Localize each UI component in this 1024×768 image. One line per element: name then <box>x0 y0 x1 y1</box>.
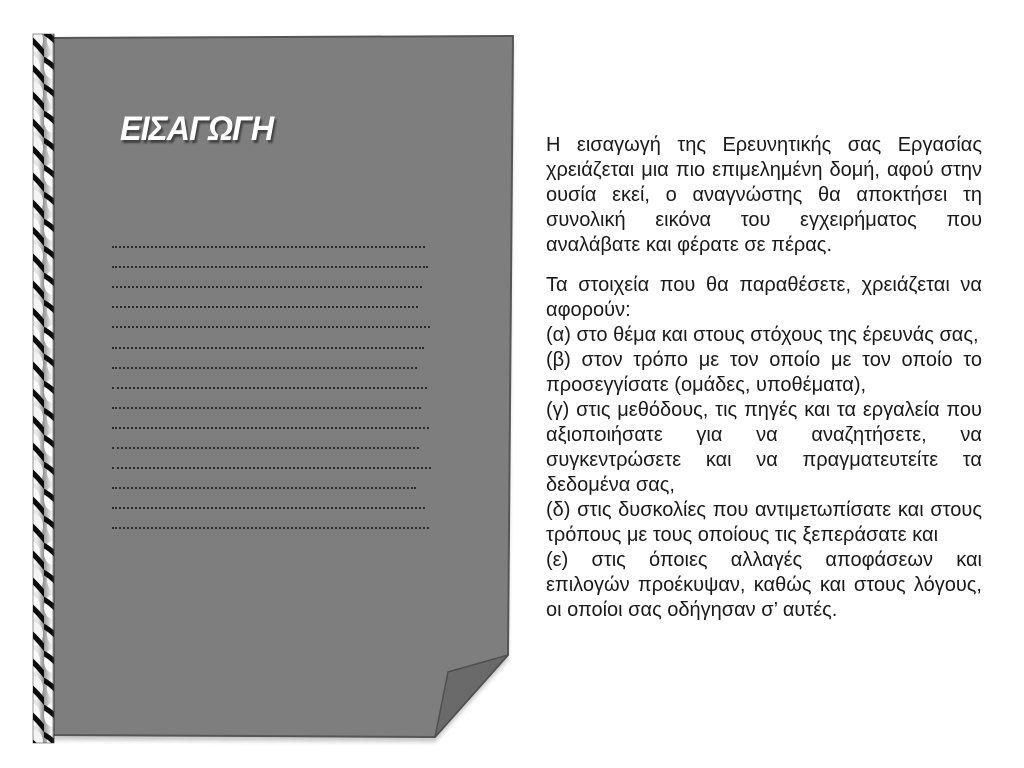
paragraph-intro: Η εισαγωγή της Ερευνητικής σας Εργασίας χρειάζεται μια πιο επιμελημένη δομή, αφού στην ουσία εκεί, ο αναγνώστης θα αποκτήσει τη συνολική εικόνα του εγχειρήματος που αναλάβατε και φέρατε σε πέρας. <box>546 134 982 256</box>
dotted-line <box>112 349 417 369</box>
list-item-beta: (β) στον τρόπο με τον οποίο με τον οποίο το προσεγγίσατε (ομάδες, υποθέματα), <box>546 349 982 396</box>
spiral-binding <box>33 34 54 743</box>
dotted-lines-area <box>112 228 432 529</box>
dotted-line <box>112 328 424 348</box>
body-text <box>546 133 982 623</box>
list-item-epsilon: (ε) στις όποιες αλλαγές αποφάσεων και επιλογών προέκυψαν, καθώς και στους λόγους, οι οποίοι σας οδήγησαν σ’ αυτές. <box>546 549 982 621</box>
dotted-line <box>112 308 430 328</box>
dotted-line <box>112 228 425 248</box>
dotted-line <box>112 429 419 449</box>
dotted-line <box>112 389 421 409</box>
list-item-alpha: (α) στο θέμα και στους στόχους της έρευνάς σας, <box>546 324 979 346</box>
book-title: ΕΙΣΑΓΩΓΗ <box>120 110 274 148</box>
dotted-line <box>112 369 427 389</box>
dotted-line <box>112 409 429 429</box>
dotted-line <box>112 449 431 469</box>
list-item-delta: (δ) στις δυσκολίες που αντιμετωπίσατε και στους τρόπους με τους οποίους τις ξεπεράσατε και <box>546 499 982 546</box>
dotted-line <box>112 288 418 308</box>
dotted-line <box>112 509 429 529</box>
dotted-line <box>112 248 428 268</box>
dotted-line <box>112 268 422 288</box>
dotted-line <box>112 489 425 509</box>
paragraph-list-lead: Τα στοιχεία που θα παραθέσετε, χρειάζεται να αφορούν: <box>546 274 982 321</box>
dotted-line <box>112 469 416 489</box>
list-item-gamma: (γ) στις μεθόδους, τις πηγές και τα εργαλεία που αξιοποιήσατε για να αναζητήσετε, να συγκεντρώσετε και να πραγματευτείτε τα δεδομένα σας, <box>546 399 982 496</box>
